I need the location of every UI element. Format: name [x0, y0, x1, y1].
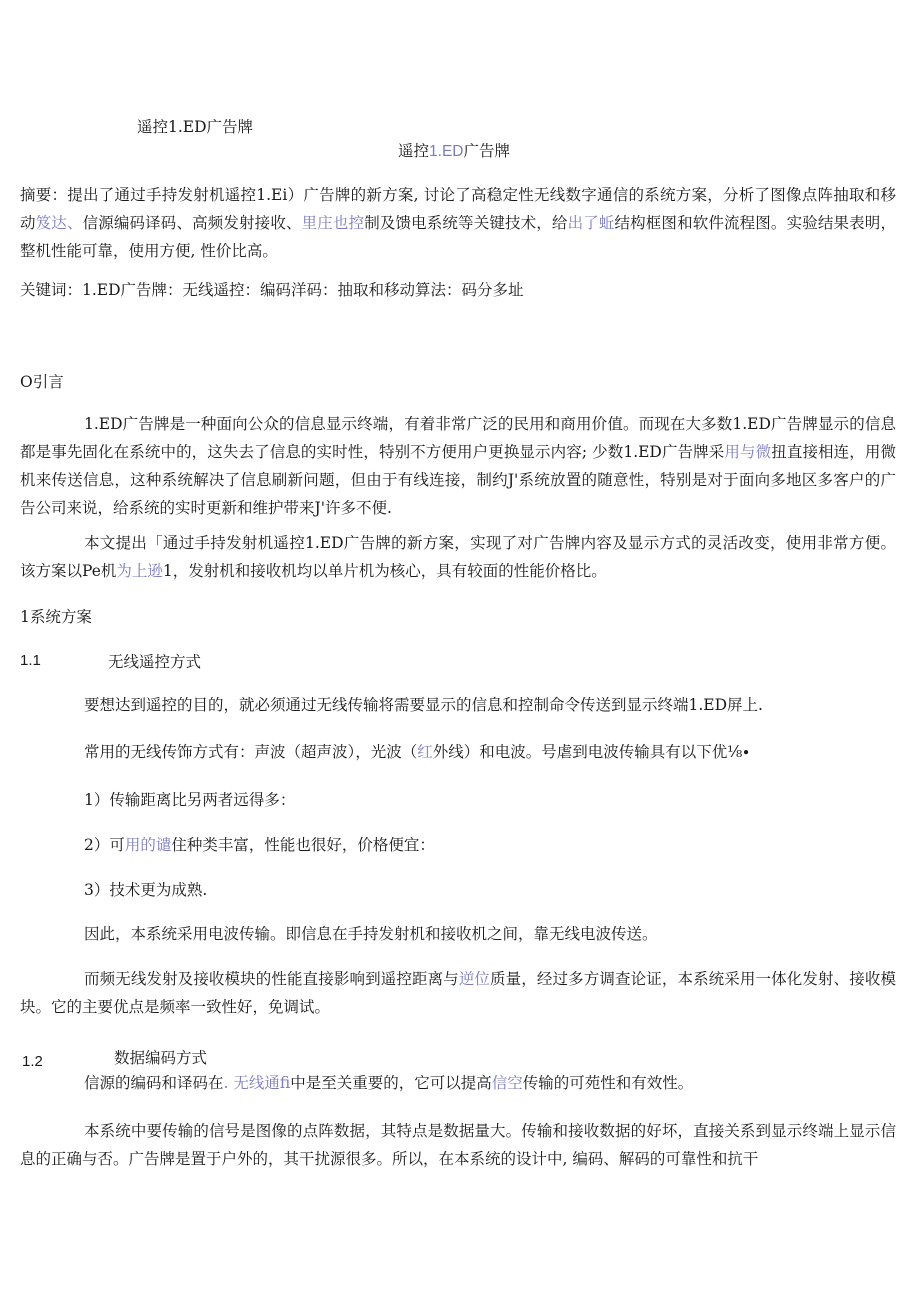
- abstract-text-3: 制及馈电系统等关键技术，给: [364, 214, 568, 232]
- subsection-1-1-title: 无线遥控方式: [108, 653, 202, 671]
- abstract-paragraph: [20, 181, 896, 265]
- document-title: [398, 141, 510, 162]
- s1l8-highlight-1: . 无线通fi: [223, 1074, 291, 1092]
- s0p2-text-2: 1，发射机和接收机均以单片机为核心，具有较面的性能价格比。: [162, 562, 607, 580]
- s0p1-text-1: 1.ED广告牌是一种面向公众的信息显示终端，有着非常广泛的民用和商用价值。而现在大多数1.ED广告牌显示的信息都是事先固化在系统中的，这失去了信息的实时性，特别不方便用户更换显示内容; 少数1.ED广告牌采: [20, 415, 896, 461]
- s1-paragraph-9: [20, 1117, 896, 1173]
- s1-line-6: 因此，本系统采用电波传输。即信息在手持发射机和接收机之间，靠无线电波传送。: [84, 925, 658, 943]
- s1l2-text-2: 外线）和电波。号虐到电波传输具有以下优⅛∙: [432, 743, 750, 761]
- section-1-heading: 1系统方案: [20, 608, 92, 626]
- s1l4-text-2: 住种类丰富，性能也很好，价格便宜：: [171, 836, 435, 854]
- subsection-1-2-title: 数据编码方式: [114, 1049, 208, 1067]
- s1-line-1: 要想达到遥控的目的，就必须通过无线传输将需要显示的信息和控制命令传送到显示终端1.ED屏上.: [84, 696, 763, 714]
- title-part-2: 1.ED: [429, 143, 464, 160]
- abstract-highlight-1: 笈达、: [35, 214, 83, 232]
- keywords-line: 关键词：1.ED广告牌：无线遥控：编码洋码：抽取和移动算法：码分多址: [20, 281, 524, 299]
- s1p7-text-2: 质量，经过多方调查论证，本系统采用一体化发射、接收模块。它的主要优点是频率一致性好，免调试。: [20, 970, 896, 1016]
- abstract-text-1: 摘要：提出了通过手持发射机遥控1.Ei）广告牌的新方案, 讨论了高稳定性无线数字通信的系统方案，分析了图像点阵抽取和移动: [20, 186, 896, 232]
- abstract-highlight-3: 出了蚯: [567, 214, 615, 232]
- s1l4-highlight: 用的谴: [124, 836, 172, 854]
- s0p2-highlight: 为上逊: [116, 562, 163, 580]
- s0p1-highlight: 用与微: [724, 443, 772, 461]
- s1-list-item-1: 1）传输距离比另两者远得多：: [84, 791, 296, 809]
- s1-list-item-2: [84, 835, 435, 855]
- title-part-3: 广告牌: [463, 142, 510, 160]
- s1l8-text-3: 传输的可苑性和有效性。: [522, 1074, 694, 1092]
- s1-paragraph-7: [20, 965, 896, 1021]
- section-0-paragraph-1: [20, 410, 896, 522]
- s1l4-text-1: 2）可: [84, 836, 125, 854]
- abstract-text-4: 结构框图和软件流程图。实验结果表明，整机性能可靠，使用方便, 性价比高。: [20, 214, 896, 260]
- top-title: 遥控1.ED广告牌: [137, 118, 254, 136]
- s1p7-highlight: 逆位: [458, 970, 491, 988]
- s0p1-text-2: 扭直接相连，用微机来传送信息，这种系统解决了信息刷新问题，但由于有线连接，制约J'系统放置的随意性，特别是对于面向多地区多客户的广告公司来说，给系统的实时更新和维护带来J'许多不便.: [20, 443, 896, 517]
- s1-line-8: [84, 1073, 693, 1093]
- abstract-highlight-2: 里庄也控: [301, 214, 365, 232]
- section-0-paragraph-2: [20, 529, 896, 585]
- s1l8-text-1: 信源的编码和译码在: [84, 1074, 224, 1092]
- s1p9-text: 本系统中要传输的信号是图像的点阵数据，其特点是数据量大。传输和接收数据的好坏，直接关系到显示终端上显示信息的正确与否。广告牌是置于户外的，其干扰源很多。所以，在本系统的设计中, 编码、解码的可靠性和抗干: [20, 1122, 896, 1168]
- s1l2-text-1: 常用的无线传饰方式有：声波（超声波），光波（: [84, 743, 418, 761]
- s1-line-2: [84, 742, 750, 762]
- subsection-1-2-number: 1.2: [22, 1053, 43, 1070]
- s0p2-text-1: 本文提出「通过手持发射机遥控1.ED广告牌的新方案，实现了对广告牌内容及显示方式的灵活改变，使用非常方便。该方案以Pe机: [20, 534, 896, 580]
- abstract-text-2: 信源编码译码、高频发射接收、: [82, 214, 302, 232]
- s1p7-text-1: 而频无线发射及接收模块的性能直接影响到遥控距离与: [84, 970, 459, 988]
- section-0-heading: O引言: [20, 373, 64, 391]
- subsection-1-1-number: 1.1: [20, 652, 41, 669]
- s1l2-highlight: 红: [417, 743, 433, 761]
- s1l8-highlight-2: 信空: [491, 1074, 523, 1092]
- s1l8-text-2: 中是至关重要的，它可以提高: [290, 1074, 492, 1092]
- s1-list-item-3: 3）技术更为成熟.: [84, 881, 208, 899]
- title-part-1: 遥控: [398, 142, 430, 160]
